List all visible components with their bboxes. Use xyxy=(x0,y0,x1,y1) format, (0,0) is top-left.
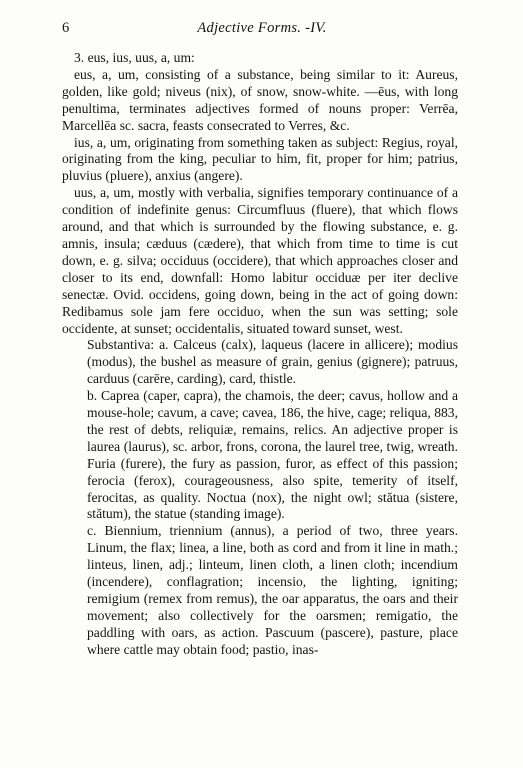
section-heading: 3. eus, ius, uus, a, um: xyxy=(74,50,195,65)
page-body xyxy=(62,50,458,659)
page-header xyxy=(62,20,462,40)
running-title: Adjective Forms. -IV. xyxy=(197,20,327,36)
paragraph-uus: uus, a, um, mostly with verbalia, signifies temporary continuance of a condition of indefinite genus: Circumfluus (fluere), that which flows around, and that which is surrounded by the flowing substance, e. g. amnis, insula; cæduus (cædere), that which from time to time is cut down, e. g. silva; occiduus (occidere), that which approaches closer and closer to its end, downfall: Homo labitur occiduæ per iter declive senectæ. Ovid. occidens, going down, being in the act of going down: Redibamus sole jam fere occiduo, when the sun was setting; sole occidente, at sunset; occidentalis, situated toward sunset, west. xyxy=(62,185,458,336)
page-number: 6 xyxy=(62,20,70,36)
substantiva-c: c. Biennium, triennium (annus), a period of two, three years. Linum, the flax; linea, a line, both as cord and from it line in math.; linteus, linen, adj.; linteum, linen cloth, a linen cloth; incendium (incendere), conflagration; incensio, the lighting, igniting; remigium (remex from remus), the oar apparatus, the oars and their movement; also collectively for the oarsmen; remigatio, the paddling with oars, as action. Pascuum (pascere), pasture, place where cattle may obtain food; pastio, inas- xyxy=(87,523,458,657)
substantiva-b: b. Caprea (caper, capra), the chamois, the deer; cavus, hollow and a mouse-hole; cavum, a cave; cavea, 186, the hive, cage; reliqua, 883, the rest of debts, reliquiæ, remains, relics. An adjective proper is laurea (laurus), sc. arbor, frons, corona, the laurel tree, twig, wreath. Furia (furere), the fury as passion, furor, as effect of this passion; ferocia (ferox), courageousness, also spite, temerity of itself, ferocitas, as quality. Noctua (nox), the night owl; stătua (sistere, stătum), the statue (standing image). xyxy=(87,388,458,522)
paragraph-ius: ius, a, um, originating from something taken as subject: Regius, royal, originating from the king, peculiar to him, fit, proper for him; patrius, pluvius (pluere), anxius (angere). xyxy=(62,134,458,184)
substantiva-a: Substantiva: a. Calceus (calx), laqueus (lacere in allicere); modius (modus), the bushel as measure of grain, genius (gignere); patruus, carduus (carēre, carding), card, thistle. xyxy=(87,337,458,387)
paragraph-eus: eus, a, um, consisting of a substance, being similar to it: Aureus, golden, like gold; niveus (nix), of snow, snow-white. —ēus, with long penultima, terminates adjectives formed of nouns proper: Verrēa, Marcellēa sc. sacra, feasts consecrated to Verres, &c. xyxy=(62,66,458,133)
